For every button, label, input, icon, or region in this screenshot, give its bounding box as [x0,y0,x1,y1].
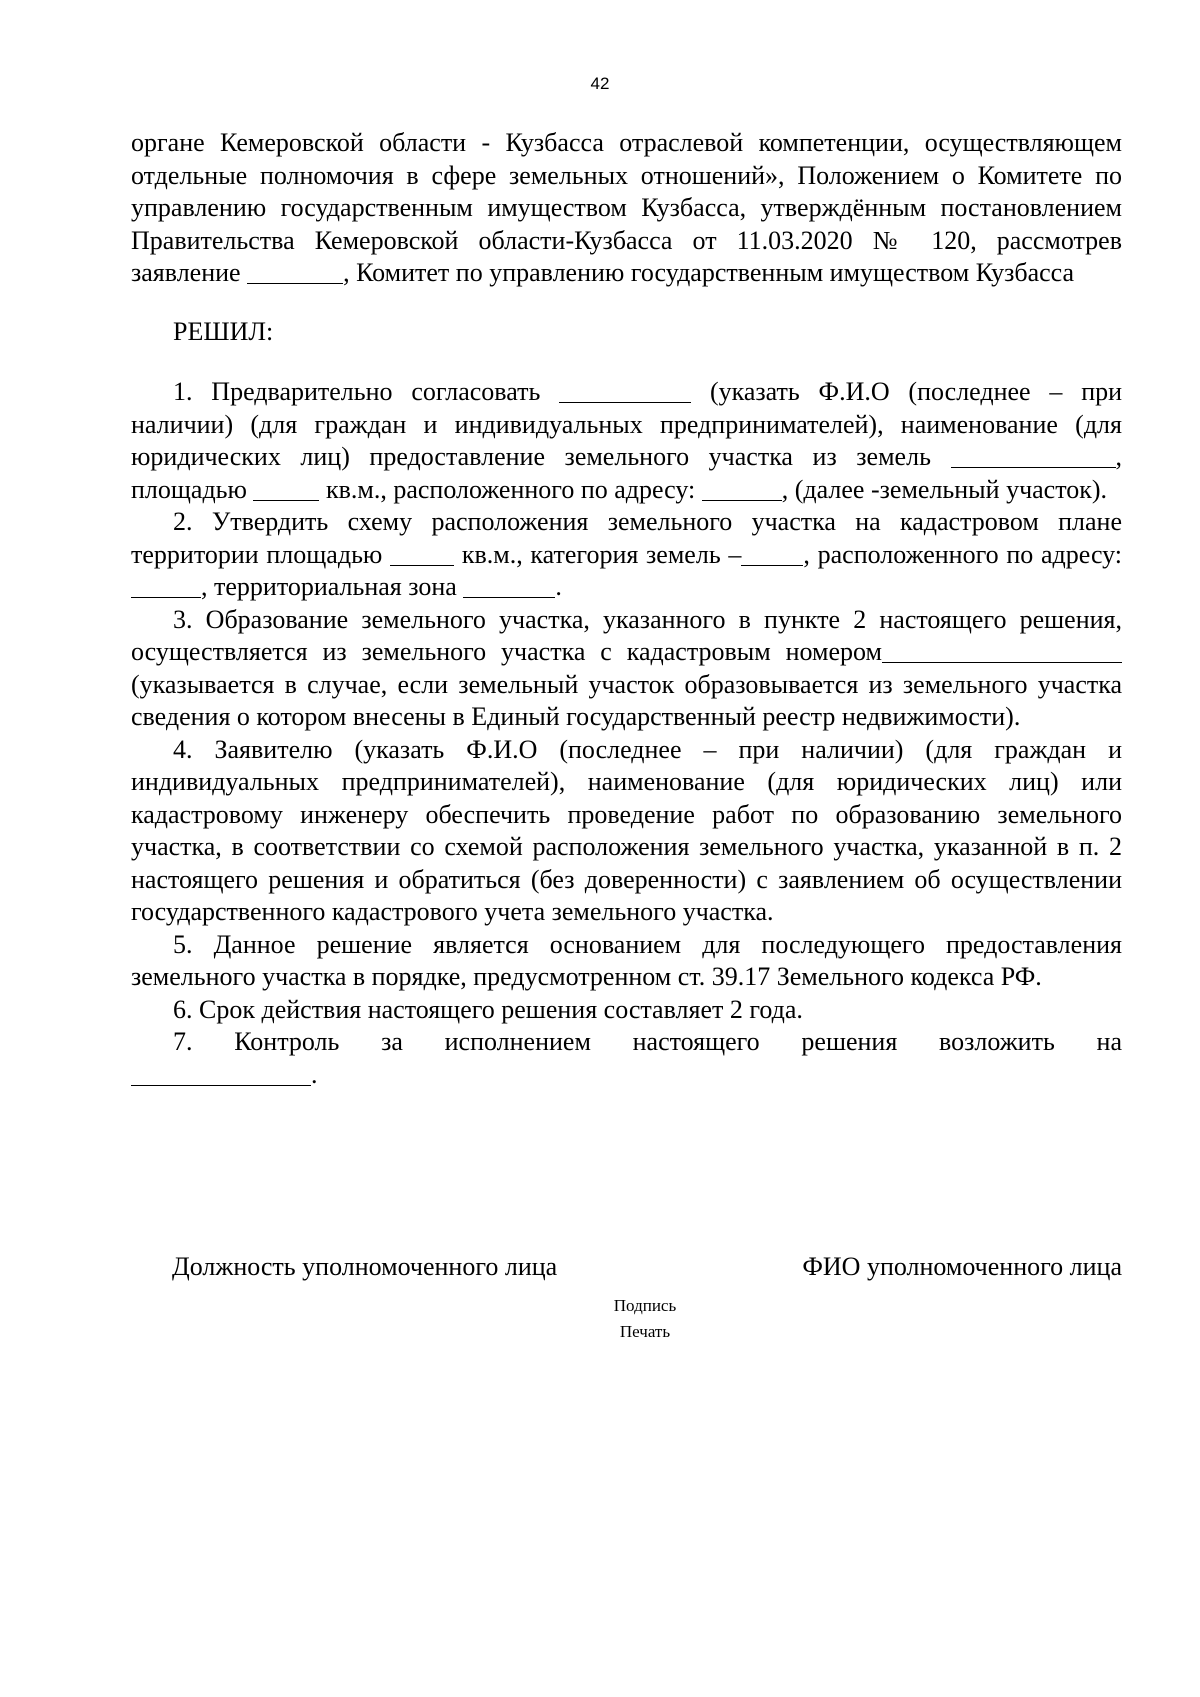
document-body [131,127,1122,1091]
cadastral-number-blank [882,636,1122,663]
item-1: 1. Предварительно согласовать (указать Ф.И.О (последнее – при наличии) (для граждан и индивидуальных предпринимателей), наименование (для юридических лиц) предоставление земельного участка из земель , площадью кв.м., расположенного по адресу: , (далее -земельный участок). [131,377,1123,504]
address-blank-2 [131,571,201,598]
address-blank [702,474,782,501]
item-5: 5. Данное решение является основанием для последующего предоставления земельного участка в порядке, предусмотренном ст. 39.17 Земельного кодекса РФ. [131,929,1122,991]
item-7-continuation: . [131,1059,1122,1092]
intro-text: органе Кемеровской области - Кузбасса отраслевой компетенции, осуществляющем отдельные полномочия в сфере земельных отношений», Положением о Комитете по управлению государственным имуществом Кузбасса, утверждённым постановлением Правительства Кемеровской области-Кузбасса от 11.03.2020 № 120, рассмотрев заявление [131,128,1122,287]
name-label: ФИО уполномоченного лица [802,1252,1122,1281]
page-number: 42 [590,74,610,93]
item-4: 4. Заявителю (указать Ф.И.О (последнее – при наличии) (для граждан и индивидуальных предпринимателей), наименование (для юридических лиц) или кадастровому инженеру обеспечить проведение работ по образованию земельного участка, в соответствии со схемой расположения земельного участка, указанной в п. 2 настоящего решения и обратиться (без доверенности) с заявлением об осуществлении государственного кадастрового учета земельного участка. [131,734,1122,926]
land-category-blank [951,441,1116,468]
intro-paragraph [131,127,1122,290]
decision-heading: РЕШИЛ: [173,316,274,346]
item-3: 3. Образование земельного участка, указанного в пункте 2 настоящего решения, осуществляется из земельного участка с кадастровым номером(указывается в случае, если земельный участок образовывается из земельного участка сведения о котором внесены в Единый государственный реестр недвижимости). [131,604,1122,731]
area-blank-2 [390,539,454,566]
applicant-blank [247,257,343,284]
intro-tail: , Комитет по управлению государственным имуществом Кузбасса [343,258,1075,287]
area-blank [253,474,319,501]
controller-blank [131,1059,311,1086]
item-7: 7. Контроль за исполнением настоящего решения возложить на [173,1027,1122,1056]
position-label: Должность уполномоченного лица [172,1252,558,1281]
signature-label: Подпись [613,1296,677,1315]
zone-blank [463,571,555,598]
seal-label: Печать [619,1322,671,1341]
name-blank [559,376,691,403]
item-6: 6. Срок действия настоящего решения составляет 2 года. [173,994,803,1024]
category-blank [741,539,803,566]
item-2: 2. Утвердить схему расположения земельного участка на кадастровом плане территории площадью кв.м., категория земель – , расположенного по адресу: , территориальная зона . [131,507,1123,601]
